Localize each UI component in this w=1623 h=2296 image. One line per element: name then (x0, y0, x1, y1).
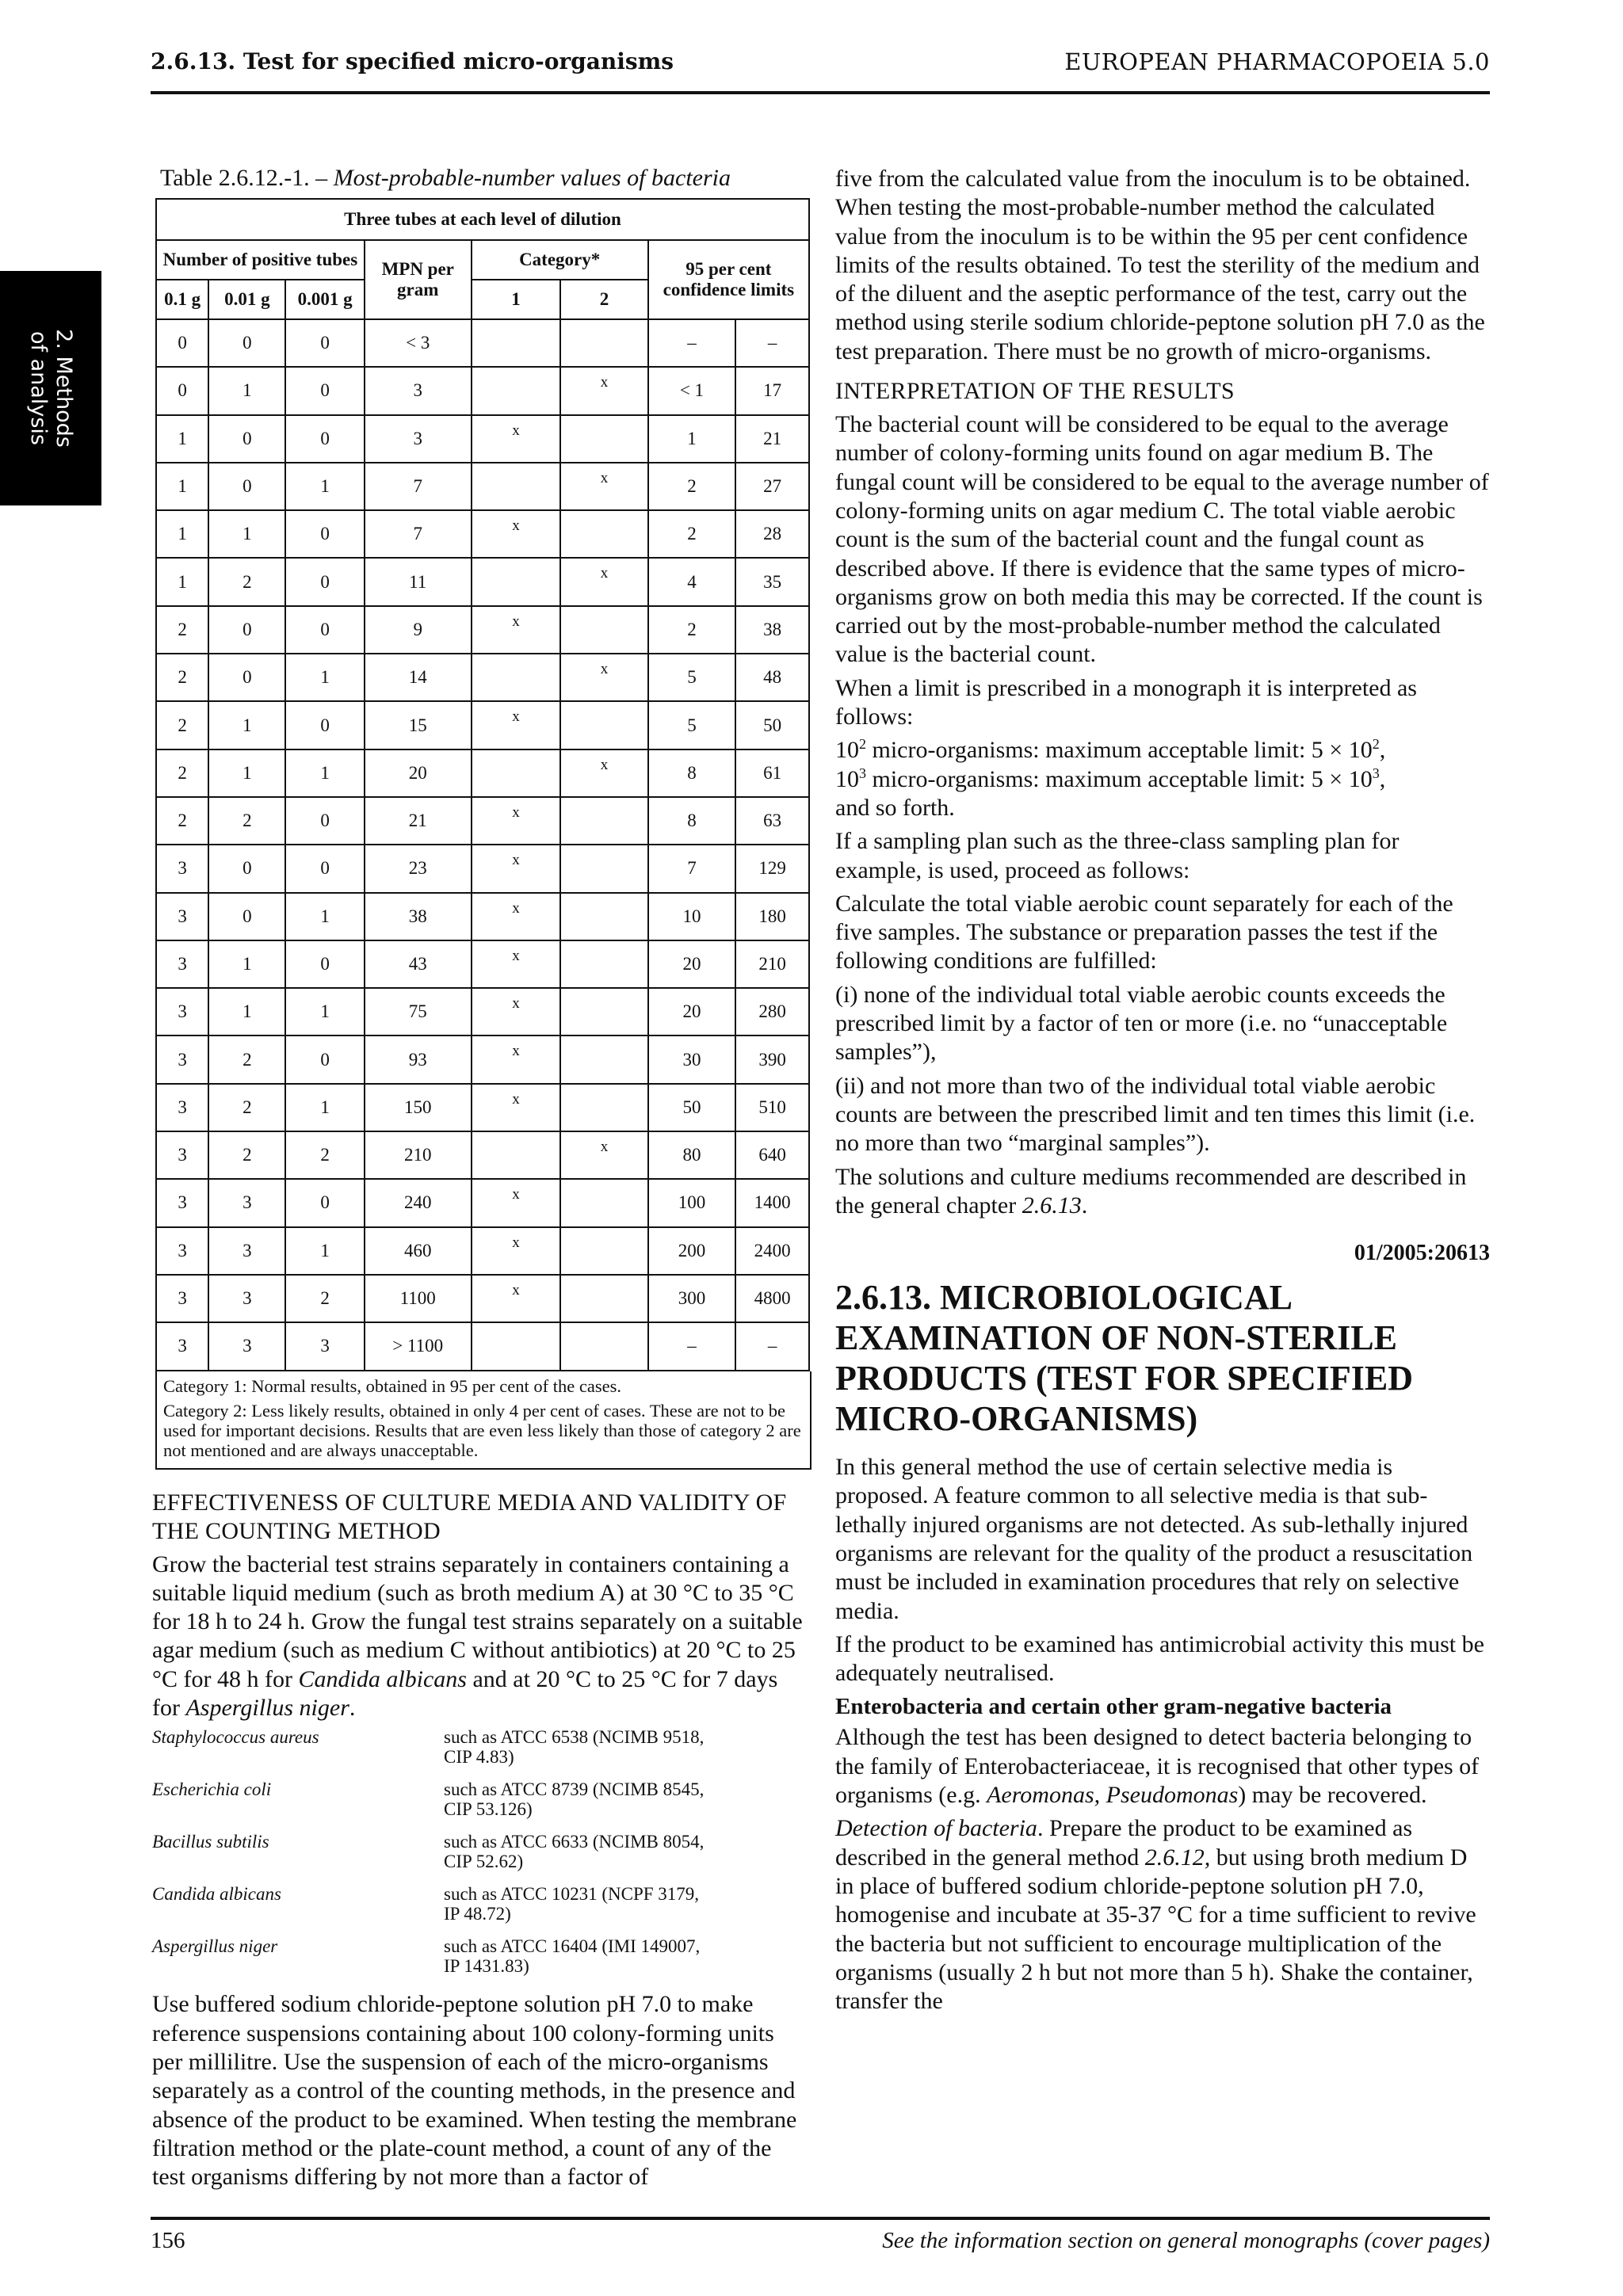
table-cell: 61 (735, 749, 809, 797)
table-cell: 5 (648, 701, 735, 749)
table-cell: x (472, 701, 561, 749)
table-cell (472, 463, 561, 510)
table-cell: 2 (156, 701, 208, 749)
table-row (156, 415, 809, 463)
table-cell: x (472, 893, 561, 940)
table-cell: 10 (648, 893, 735, 940)
table-cell: 3 (156, 1322, 208, 1370)
header-chapter-title: 2.6.13. Test for specified micro-organisms (151, 48, 674, 74)
paragraph-grow-strains: Grow the bacterial test strains separately in containers containing a suitable liquid medium (such as broth medium A) at 30 °C to 35 °C for 18 h to 24 h. Grow the fungal test strains separately on a suitable agar medium (such as medium C without antibiotics) at 20 °C to 25 °C for 48 h for Candida albicans and at 20 °C to 25 °C for 7 days for Aspergillus niger. (152, 1550, 803, 1722)
table-cell: 3 (156, 1084, 208, 1131)
table-cell (472, 1322, 561, 1370)
table-cell: x (472, 510, 561, 558)
table-cell: x (560, 558, 647, 605)
table-cell: 30 (648, 1035, 735, 1083)
table-cell: 0 (285, 510, 364, 558)
table-cell: > 1100 (365, 1322, 472, 1370)
table-row (156, 797, 809, 845)
table-cell (560, 415, 647, 463)
table-cell: – (735, 319, 809, 367)
table-cell (472, 654, 561, 701)
table-cell (472, 319, 561, 367)
table-header-col-0.001g: 0.001 g (285, 280, 364, 319)
table-cell: 1 (156, 463, 208, 510)
table-cell: 3 (365, 367, 472, 414)
table-row (156, 367, 809, 414)
table-cell: 1 (208, 701, 285, 749)
table-row (156, 319, 809, 367)
table-cell: 15 (365, 701, 472, 749)
table-cell (560, 510, 647, 558)
table-cell: 2 (208, 558, 285, 605)
table-cell: 0 (285, 797, 364, 845)
table-cell: 1100 (365, 1275, 472, 1322)
table-cell: 2 (648, 510, 735, 558)
section-main-title: 2.6.13. MICROBIOLOGICAL EXAMINATION OF NON-STERILE PRODUCTS (TEST FOR SPECIFIED MICRO-ORGANISMS) (835, 1278, 1413, 1439)
table-cell: 2 (156, 654, 208, 701)
paragraph-solutions: The solutions and culture mediums recommended are described in the general chapter 2.6.13. (835, 1163, 1467, 1219)
table-cell: 9 (365, 606, 472, 654)
table-cell: 0 (208, 319, 285, 367)
table-cell: 1 (156, 558, 208, 605)
table-cell: 0 (208, 893, 285, 940)
table-row (156, 510, 809, 558)
table-row (156, 988, 809, 1035)
table-cell: 50 (735, 701, 809, 749)
table-cell (560, 1035, 647, 1083)
table-cell: 460 (365, 1227, 472, 1275)
strain-item: Staphylococcus aureus such as ATCC 6538 (NCIMB 9518, CIP 4.83) (152, 1727, 705, 1768)
table-cell: 63 (735, 797, 809, 845)
table-cell: < 3 (365, 319, 472, 367)
table-cell: 0 (285, 1179, 364, 1226)
table-row (156, 701, 809, 749)
table-cell: 3 (285, 1322, 364, 1370)
table-cell: 3 (208, 1227, 285, 1275)
table-cell: 3 (156, 1227, 208, 1275)
table-cell: 1400 (735, 1179, 809, 1226)
table-cell: 0 (285, 701, 364, 749)
table-row (156, 558, 809, 605)
table-cell: 300 (648, 1275, 735, 1322)
table-cell (560, 1179, 647, 1226)
table-row (156, 463, 809, 510)
side-tab-line2: of analysis (26, 331, 51, 445)
table-cell (560, 606, 647, 654)
table-cell: 150 (365, 1084, 472, 1131)
table-cell: 48 (735, 654, 809, 701)
table-cell: 1 (285, 463, 364, 510)
table-row (156, 606, 809, 654)
table-cell: 3 (156, 845, 208, 892)
table-cell: 1 (208, 510, 285, 558)
table-row (156, 654, 809, 701)
table-cell: 23 (365, 845, 472, 892)
table-header-col-0.01g: 0.01 g (208, 280, 285, 319)
paragraph-condition-ii: (ii) and not more than two of the individual total viable aerobic counts are between the prescribed limit and ten times this limit (i.e. no more than two “marginal samples”). (835, 1072, 1476, 1157)
table-cell: 3 (156, 1275, 208, 1322)
table-cell: 2400 (735, 1227, 809, 1275)
table-cell: 50 (648, 1084, 735, 1131)
table-cell: 17 (735, 367, 809, 414)
table-cell: 2 (285, 1275, 364, 1322)
table-cell (560, 1275, 647, 1322)
paragraph-enterobacteria: Although the test has been designed to detect bacteria belonging to the family of Enterobacteriaceae, it is recognised that other types of organisms (e.g. Aeromonas, Pseudomonas) may be recovered. (835, 1724, 1480, 1809)
table-cell: 21 (735, 415, 809, 463)
table-caption-title: Most-probable-number values of bacteria (333, 165, 731, 191)
table-cell: 93 (365, 1035, 472, 1083)
table-cell: 280 (735, 988, 809, 1035)
table-cell: x (560, 1131, 647, 1179)
table-cell: 3 (208, 1179, 285, 1226)
table-header-category-2: 2 (560, 280, 647, 319)
table-header-top: Three tubes at each level of dilution (156, 199, 809, 240)
table-cell: x (472, 606, 561, 654)
table-cell: 210 (365, 1131, 472, 1179)
table-cell: x (472, 1035, 561, 1083)
table-cell: 2 (156, 606, 208, 654)
table-cell: x (472, 797, 561, 845)
paragraph-reference-suspensions: Use buffered sodium chloride-peptone solution pH 7.0 to make reference suspensions containing about 100 colony-forming units per millilitre. Use the suspension of each of the micro-organisms separately as a control of the counting methods, in the presence and absence of the product to be examined. When testing the membrane filtration method or the plate-count method, a count of any of the test organisms differing by not more than a factor of (152, 1991, 797, 2191)
table-cell: 3 (156, 1179, 208, 1226)
table-cell: 75 (365, 988, 472, 1035)
section-heading-interpretation: INTERPRETATION OF THE RESULTS (835, 378, 1235, 405)
table-cell: 43 (365, 940, 472, 988)
table-row (156, 1131, 809, 1179)
table-row (156, 1322, 809, 1370)
table-cell: 20 (365, 749, 472, 797)
left-column (152, 165, 810, 2196)
table-cell: 35 (735, 558, 809, 605)
table-cell (560, 940, 647, 988)
table-cell: 1 (208, 940, 285, 988)
table-cell: 1 (208, 367, 285, 414)
table-cell: 0 (285, 606, 364, 654)
table-cell: x (560, 654, 647, 701)
table-caption (160, 165, 810, 192)
paragraph-calculate-count: Calculate the total viable aerobic count separately for each of the five samples. The substance or preparation passes the test if the following conditions are fulfilled: (835, 890, 1453, 974)
strain-item: Candida albicans such as ATCC 10231 (NCPF 3179, IP 48.72) (152, 1884, 700, 1924)
table-cell: < 1 (648, 367, 735, 414)
table-cell: 7 (648, 845, 735, 892)
table-cell: 0 (285, 558, 364, 605)
table-cell: 2 (285, 1131, 364, 1179)
table-cell: – (735, 1322, 809, 1370)
table-cell: 1 (648, 415, 735, 463)
strain-item: Aspergillus niger such as ATCC 16404 (IMI 149007, IP 1431.83) (152, 1936, 701, 1977)
table-cell (560, 988, 647, 1035)
table-cell: x (472, 1179, 561, 1226)
table-cell (472, 367, 561, 414)
page-number: 156 (151, 2228, 185, 2253)
table-cell (560, 319, 647, 367)
table-cell: 0 (285, 940, 364, 988)
paragraph-condition-i: (i) none of the individual total viable aerobic counts exceeds the prescribed limit by a factor of ten or more (i.e. no “unacceptable samples”), (835, 981, 1448, 1066)
table-cell: 180 (735, 893, 809, 940)
table-cell: 0 (208, 606, 285, 654)
table-cell: 2 (156, 797, 208, 845)
page-footer (151, 2217, 1490, 2253)
table-header-mpn: MPN per gram (365, 240, 472, 319)
table-note-category-1: Category 1: Normal results, obtained in 95 per cent of the cases. (163, 1375, 621, 1396)
table-cell: 14 (365, 654, 472, 701)
table-cell: 129 (735, 845, 809, 892)
header-publication: EUROPEAN PHARMACOPOEIA 5.0 (1064, 48, 1490, 75)
strain-item: Bacillus subtilis such as ATCC 6633 (NCIMB 8054, CIP 52.62) (152, 1832, 705, 1872)
table-cell (560, 1084, 647, 1131)
table-cell: 2 (156, 749, 208, 797)
table-cell: x (560, 367, 647, 414)
table-cell: 1 (285, 1084, 364, 1131)
table-cell: 4800 (735, 1275, 809, 1322)
table-cell: 21 (365, 797, 472, 845)
table-note-category-2: Category 2: Less likely results, obtained in only 4 per cent of cases. These are not to be used for important decisions. Results that are even less likely than those of category 2 are not mentioned and are always unacceptable. (163, 1400, 801, 1460)
table-cell (560, 701, 647, 749)
table-cell: 100 (648, 1179, 735, 1226)
table-cell: x (472, 1227, 561, 1275)
table-cell: 1 (285, 988, 364, 1035)
table-header-category-1: 1 (472, 280, 561, 319)
table-cell: 80 (648, 1131, 735, 1179)
table-cell: 0 (208, 654, 285, 701)
table-cell: 20 (648, 988, 735, 1035)
table-cell: 11 (365, 558, 472, 605)
table-cell: 510 (735, 1084, 809, 1131)
table-cell: 200 (648, 1227, 735, 1275)
table-row (156, 940, 809, 988)
table-cell: 0 (285, 415, 364, 463)
table-cell: 3 (156, 940, 208, 988)
table-cell: 2 (208, 797, 285, 845)
side-tab-line1: 2. Methods (52, 329, 76, 448)
table-header-confidence: 95 per cent confidence limits (648, 240, 809, 319)
table-cell (560, 1322, 647, 1370)
table-cell: 1 (285, 749, 364, 797)
table-cell: x (472, 940, 561, 988)
table-cell: 7 (365, 463, 472, 510)
table-cell: 210 (735, 940, 809, 988)
table-row (156, 1227, 809, 1275)
table-notes (155, 1371, 812, 1470)
mpn-table-body (156, 319, 809, 1371)
table-cell: 3 (156, 893, 208, 940)
right-column (835, 165, 1490, 2020)
table-cell: x (472, 1275, 561, 1322)
table-cell (472, 749, 561, 797)
running-header (151, 44, 1490, 94)
table-cell: x (560, 463, 647, 510)
table-cell: 2 (208, 1035, 285, 1083)
table-cell: 27 (735, 463, 809, 510)
paragraph-sampling-plan: If a sampling plan such as the three-class sampling plan for example, is used, proceed as follows: (835, 828, 1400, 883)
paragraph-inoculum: five from the calculated value from the inoculum is to be obtained. When testing the most-probable-number method the calculated value from the inoculum is to be within the 95 per cent confidence limits of the results obtained. To test the sterility of the medium and of the diluent and the aseptic performance of the test, carry out the method using sterile sodium chloride-peptone solution pH 7.0 as the test preparation. There must be no growth of micro-organisms. (835, 166, 1485, 364)
table-cell: 2 (648, 463, 735, 510)
table-header-col-0.1g: 0.1 g (156, 280, 208, 319)
table-cell: 640 (735, 1131, 809, 1179)
table-cell: 0 (285, 319, 364, 367)
table-cell: 1 (208, 749, 285, 797)
table-cell: 1 (208, 988, 285, 1035)
table-cell (560, 797, 647, 845)
monograph-reference-number: 01/2005:20613 (1354, 1241, 1490, 1266)
table-cell: 5 (648, 654, 735, 701)
table-cell: 3 (208, 1322, 285, 1370)
paragraph-limits: $10^2$ micro-organisms: maximum acceptable limit: $5 \times 10^2$, $10^3$ micro-organisms: maximum acceptable limit: $5 \times 10^3$, and so forth. (835, 736, 1386, 821)
table-cell: 4 (648, 558, 735, 605)
table-row (156, 1275, 809, 1322)
table-cell: 3 (156, 1035, 208, 1083)
table-cell: 1 (285, 1227, 364, 1275)
table-cell: – (648, 319, 735, 367)
paragraph-selective-media: In this general method the use of certain selective media is proposed. A feature common to all selective media is that sub-lethally injured organisms are not detected. As sub-lethally injured organisms are relevant for the quality of the product a resuscitation must be included in examination procedures that rely on selective media. (835, 1454, 1473, 1624)
table-cell: 1 (285, 893, 364, 940)
table-cell: 3 (208, 1275, 285, 1322)
table-cell: 0 (156, 319, 208, 367)
table-cell (472, 558, 561, 605)
table-cell: 1 (285, 654, 364, 701)
table-cell: 7 (365, 510, 472, 558)
subheading-enterobacteria: Enterobacteria and certain other gram-negative bacteria (835, 1694, 1392, 1720)
table-row (156, 893, 809, 940)
table-header-category: Category* (472, 240, 648, 280)
table-row (156, 749, 809, 797)
paragraph-antimicrobial: If the product to be examined has antimicrobial activity this must be adequately neutralised. (835, 1630, 1484, 1687)
footer-note: See the information section on general monographs (cover pages) (882, 2228, 1490, 2253)
table-cell: x (472, 415, 561, 463)
table-row (156, 845, 809, 892)
section-heading-effectiveness: EFFECTIVENESS OF CULTURE MEDIA AND VALIDITY OF THE COUNTING METHOD (152, 1489, 787, 1544)
table-cell: 1 (156, 510, 208, 558)
table-cell: x (472, 988, 561, 1035)
table-cell: 38 (735, 606, 809, 654)
table-header-positive-tubes: Number of positive tubes (156, 240, 365, 280)
table-cell: 3 (156, 988, 208, 1035)
table-cell: 0 (208, 845, 285, 892)
table-cell: 240 (365, 1179, 472, 1226)
strain-item: Escherichia coli such as ATCC 8739 (NCIMB 8545, CIP 53.126) (152, 1779, 705, 1820)
mpn-table (155, 198, 810, 1371)
table-cell: 3 (365, 415, 472, 463)
table-cell: 20 (648, 940, 735, 988)
table-cell: 1 (156, 415, 208, 463)
table-cell: 2 (208, 1084, 285, 1131)
table-cell (560, 1227, 647, 1275)
paragraph-limit-intro: When a limit is prescribed in a monograph it is interpreted as follows: (835, 674, 1417, 730)
table-caption-number: Table 2.6.12.-1. – (160, 165, 328, 191)
table-cell: x (560, 749, 647, 797)
table-cell: 390 (735, 1035, 809, 1083)
table-row (156, 1035, 809, 1083)
table-cell: 0 (208, 415, 285, 463)
table-cell (560, 845, 647, 892)
table-cell: – (648, 1322, 735, 1370)
table-cell: x (472, 845, 561, 892)
paragraph-bacterial-count: The bacterial count will be considered to be equal to the average number of colony-forming units found on agar medium B. The fungal count will be considered to be equal to the average number of colony-forming units on agar medium C. The total viable aerobic count is the sum of the bacterial count and the fungal count as described above. If there is evidence that the same types of micro-organisms grow on both media this may be corrected. If the count is carried out by the most-probable-number method the calculated value is the bacterial count. (835, 411, 1489, 668)
strain-list (152, 1727, 810, 1976)
table-cell: 38 (365, 893, 472, 940)
table-cell: 8 (648, 797, 735, 845)
table-cell: 2 (208, 1131, 285, 1179)
table-cell: 0 (285, 1035, 364, 1083)
table-cell (560, 893, 647, 940)
side-chapter-tab (0, 271, 101, 505)
table-cell: x (472, 1084, 561, 1131)
table-cell: 28 (735, 510, 809, 558)
table-cell: 0 (208, 463, 285, 510)
table-cell: 0 (156, 367, 208, 414)
table-cell: 0 (285, 367, 364, 414)
table-row (156, 1084, 809, 1131)
table-cell: 2 (648, 606, 735, 654)
paragraph-detection-of-bacteria: Detection of bacteria. Prepare the product to be examined as described in the general method 2.6.12, but using broth medium D in place of buffered sodium chloride-peptone solution pH 7.0, homogenise and incubate at 35-37 °C for a time sufficient to revive the bacteria but not sufficient to encourage multiplication of the organisms (usually 2 h but not more than 5 h). Shake the container, transfer the (835, 1815, 1476, 2015)
table-cell (472, 1131, 561, 1179)
table-row (156, 1179, 809, 1226)
table-cell: 3 (156, 1131, 208, 1179)
table-cell: 0 (285, 845, 364, 892)
table-cell: 8 (648, 749, 735, 797)
